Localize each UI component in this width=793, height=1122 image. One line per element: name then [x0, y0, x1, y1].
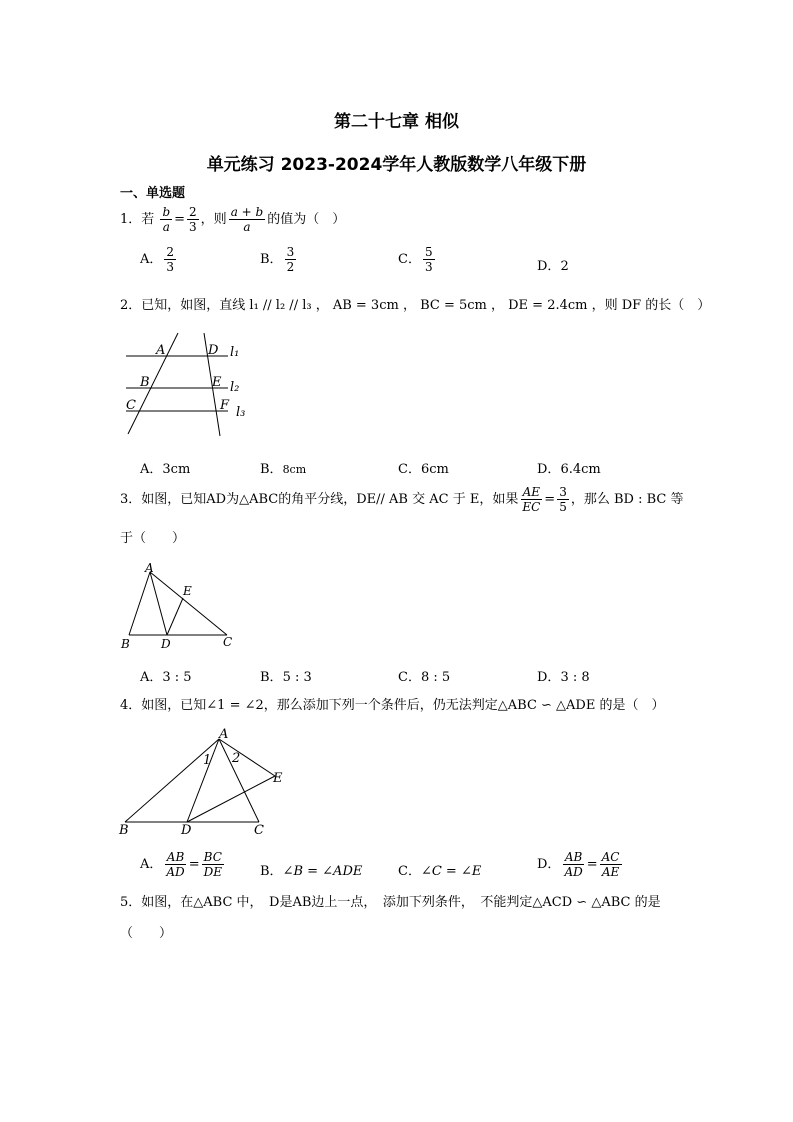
label-e: E: [273, 771, 283, 786]
document-subtitle: 单元练习 2023-2024学年人教版数学八年级下册: [206, 155, 587, 175]
label-b: B: [121, 637, 130, 651]
option-c[interactable]: C．∠C = ∠E: [398, 864, 482, 879]
question-3-continued: 于（ ）: [120, 531, 186, 546]
label-l2: l₂: [230, 380, 240, 395]
option-b[interactable]: B．∠B = ∠ADE: [260, 864, 363, 879]
question-number: 5．: [120, 895, 142, 910]
fraction: $\frac{2}{3}$: [189, 205, 197, 234]
option-b[interactable]: B．5 : 3: [260, 670, 312, 685]
chapter-title: 第二十七章 相似: [334, 112, 459, 132]
question-number: 2．: [120, 298, 142, 313]
option-c[interactable]: C．6cm: [398, 462, 449, 477]
label-d: D: [161, 637, 171, 651]
option-d[interactable]: D． $\frac{AB}{AD}$ = $\frac{AC}{AE}$: [537, 850, 620, 879]
label-a: A: [219, 727, 229, 742]
label-e: E: [212, 375, 222, 390]
option-d[interactable]: D．2: [537, 259, 569, 274]
angle-bisector-figure: [115, 560, 245, 652]
option-c[interactable]: C． $\frac{5}{3}$: [398, 245, 433, 274]
parallel-lines-figure: [118, 330, 258, 440]
option-a[interactable]: A． $\frac{AB}{AD}$ = $\frac{BC}{DE}$: [140, 850, 222, 879]
label-f: F: [220, 398, 230, 413]
label-l1: l₁: [230, 345, 240, 360]
label-a: A: [145, 561, 154, 575]
question-4: 4．如图，已知∠1 = ∠2，那么添加下列一个条件后，仍无法判定△ABC ∽ △ADE 的是（ ）: [120, 698, 665, 713]
question-2: 2．已知，如图，直线 l₁ // l₂ // l₃ ， AB = 3cm ， BC = 5cm ， DE = 2.4cm ，则 DF 的长（ ）: [120, 298, 711, 313]
label-angle-2: 2: [232, 751, 241, 766]
option-c[interactable]: C．8 : 5: [398, 670, 451, 685]
label-c: C: [126, 398, 136, 413]
label-d: D: [181, 823, 192, 838]
option-d[interactable]: D．6.4cm: [537, 462, 601, 477]
question-number: 3．: [120, 492, 142, 507]
option-a[interactable]: A． $\frac{2}{3}$: [140, 245, 175, 274]
option-b[interactable]: B． $\frac{3}{2}$: [260, 245, 295, 274]
label-c: C: [254, 823, 264, 838]
label-l3: l₃: [236, 405, 246, 420]
similar-triangles-figure: [115, 722, 295, 840]
fraction: $\frac{b}{a}$: [162, 205, 171, 234]
option-b[interactable]: B．8cm: [260, 462, 307, 477]
question-number: 1．: [120, 212, 142, 227]
question-1: 1．若 $\frac{b}{a}$ = $\frac{2}{3}$ ，则 $\frac{a + b}{a}$ 的值为（ ）: [120, 205, 346, 234]
option-d[interactable]: D．3 : 8: [537, 670, 590, 685]
label-e: E: [183, 584, 192, 598]
label-b: B: [140, 375, 150, 390]
label-d: D: [208, 343, 219, 358]
option-a[interactable]: A．3 : 5: [140, 670, 192, 685]
question-3: 3．如图，已知AD为△ABC的角平分线，DE// AB 交 AC 于 E，如果 $\frac{AE}{EC}$ = $\frac{3}{5}$ ，那么 BD : BC 等: [120, 485, 684, 514]
label-c: C: [223, 635, 233, 649]
option-a[interactable]: A．3cm: [140, 462, 191, 477]
question-number: 4．: [120, 698, 142, 713]
section-heading: 一、单选题: [120, 186, 186, 201]
label-b: B: [119, 823, 129, 838]
label-angle-1: 1: [203, 753, 212, 768]
question-5-continued: （ ）: [120, 926, 173, 941]
label-a: A: [156, 343, 166, 358]
fraction: $\frac{a + b}{a}$: [230, 205, 264, 234]
question-5: 5．如图，在△ABC 中， D是AB边上一点， 添加下列条件， 不能判定△ACD ∽ △ABC 的是: [120, 895, 661, 910]
